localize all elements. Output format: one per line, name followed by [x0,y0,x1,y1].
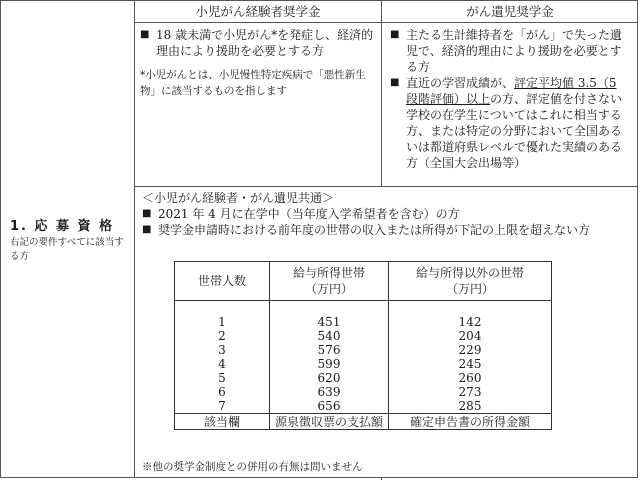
square-bullet-icon: ■ [142,208,152,219]
left-cell [140,27,376,99]
table-row: 3 576 229 [175,343,552,357]
right-cell [390,27,632,171]
table-row: 5 620 260 [175,371,552,385]
divider [381,0,382,186]
grade-requirement: 評定平均値 3.5（5 段階評価）以上 [406,76,617,106]
table-row: 7 656 285 [175,399,552,414]
divider [134,186,638,187]
list-item: ■ 2021 年 4 月に在学中（当年度入学希望者を含む）の方 [142,207,460,221]
header-household-size: 世帯人数 [175,262,270,301]
table-row: 1 451 142 [175,315,552,329]
footnote: *小児がんとは、小児慢性特定疾病で「悪性新生物」に該当するものを指します [140,69,366,97]
table-row: 2 540 204 [175,329,552,343]
list-item: ■ 18 歳未満で小児がん*を発症し、経済的理由により援助を必要とする方 [140,28,374,58]
footer-applicable-column: 該当欄 [175,414,270,430]
section-title: 1. 応 募 資 格 [10,219,115,234]
table-header-row [175,262,552,301]
table-footer-row [175,414,552,430]
footer-tax-return: 確定申告書の所得金額 [389,414,552,430]
table-row [175,301,552,316]
common-heading: ＜小児がん経験者・がん遺児共通＞ [142,191,335,205]
table-row: 4 599 245 [175,357,552,371]
list-item: ■ 奨学金申請時における前年度の世帯の収入または所得が下記の上限を超えない方 [142,223,591,237]
table-row: 6 639 273 [175,385,552,399]
column-header-left: 小児がん経験者奨学金 [195,4,321,19]
divider [134,0,135,478]
footer-withholding: 源泉徴収票の支払額 [270,414,389,430]
header-salary-income: 給与所得世帯 （万円） [270,262,389,301]
square-bullet-icon: ■ [390,77,400,88]
bottom-note: ※他の奨学金制度との併用の有無は問いません [142,461,363,473]
square-bullet-icon: ■ [390,29,400,40]
income-limit-table [174,261,552,430]
column-header-right: がん遺児奨学金 [466,4,554,19]
common-requirements [142,190,632,238]
list-item: ■ 主たる生計維持者を「がん」で失った遺児で、経済的理由により援助を必要とする方 [390,28,623,74]
header-other-income: 給与所得以外の世帯 （万円） [389,262,552,301]
square-bullet-icon: ■ [142,224,152,235]
square-bullet-icon: ■ [140,29,150,40]
section-note: 右記の要件すべてに該当する方 [10,237,124,262]
list-item: ■ 直近の学習成績が、評定平均値 3.5（5 段階評価）以上の方、評定値を付さない学校の在学生についてはこれに相当する方、または特定の分野において全国あるいは都道府県レベルで優れた実績のある方（全国大会出場等） [390,76,623,170]
divider [134,22,638,23]
